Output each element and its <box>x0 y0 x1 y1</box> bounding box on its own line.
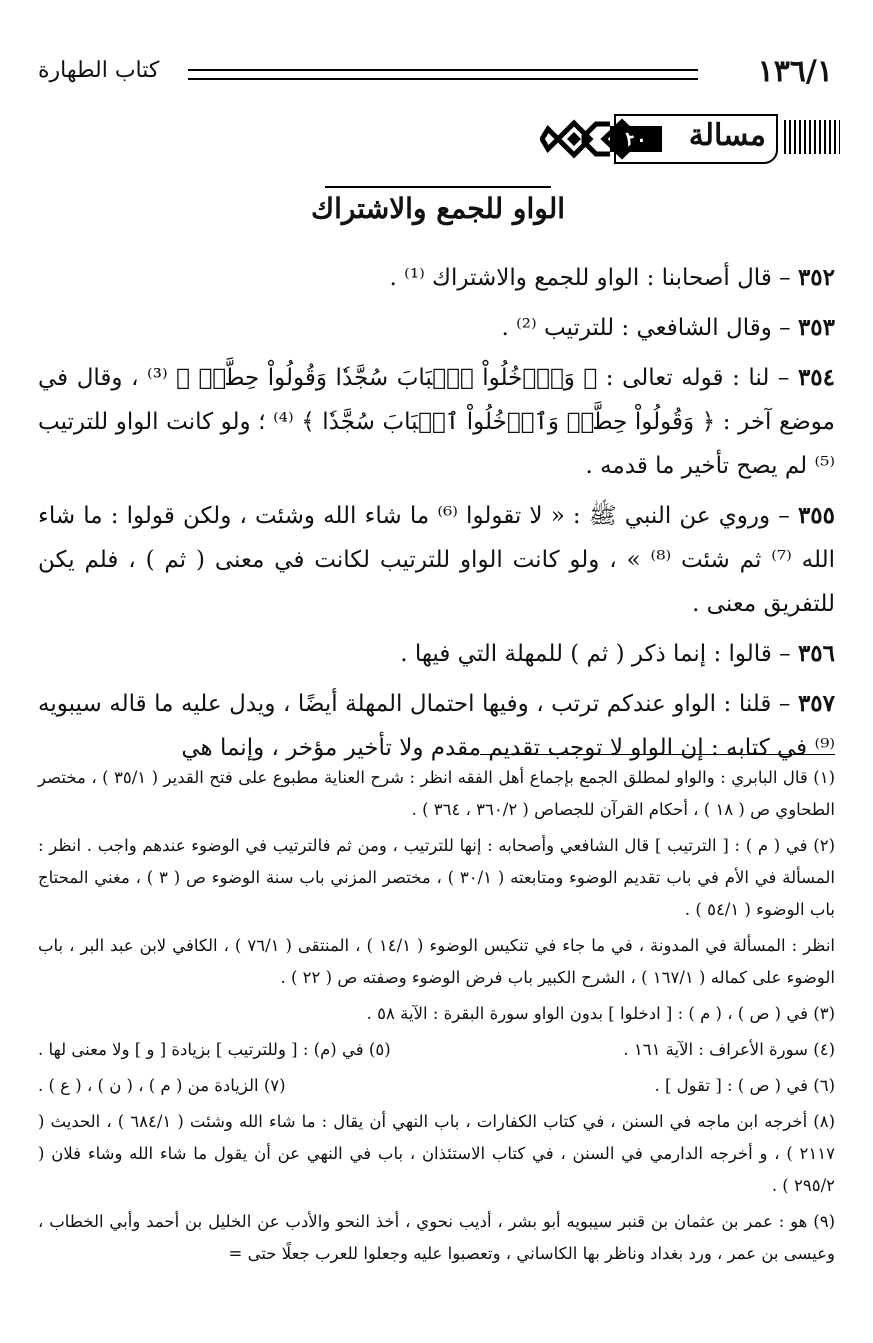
footnote-7: (٧) الزيادة من ( م ) ، ( ن ) ، ( ع ) . <box>38 1076 286 1095</box>
footnote-row-4-5 <box>38 1034 835 1066</box>
footnote-1: (١) قال البابري : والواو لمطلق الجمع بإجماع أهل الفقه انظر : شرح العناية مطبوع على فتح القدير ( ٣٥/١ ) ، مختصر الطحاوي ص ( ١٨ ) ، أحكام القرآن للجصاص ( ٣٦٠/٢ ، ٣٦٤ ) . <box>38 768 835 819</box>
masala-label: مسالة <box>688 118 766 153</box>
banner-stripes <box>784 120 840 154</box>
masala-banner <box>540 112 840 168</box>
footnote-6: (٦) في ( ص ) : [ تقول ] . <box>654 1076 835 1095</box>
section-title: الواو للجمع والاشتراك <box>310 192 566 225</box>
footnote-4: (٤) سورة الأعراف : الآية ١٦١ . <box>623 1040 835 1059</box>
main-text <box>38 256 835 776</box>
paragraph-355: ٣٥٥ – وروي عن النبي ﷺ : « لا تقولوا ⁽⁶⁾ ما شاء الله وشئت ، ولكن قولوا : ما شاء الله ⁽⁷⁾ ثم شئت ⁽⁸⁾ » ، ولو كانت الواو للترتيب لكانت في معنى ( ثم ) ، فلم يكن للتفريق معنى . <box>38 502 835 617</box>
footnote-3: (٣) في ( ص ) ، ( م ) : [ ادخلوا ] بدون الواو سورة البقرة : الآية ٥٨ . <box>366 1004 835 1023</box>
paragraph-353: ٣٥٣ – وقال الشافعي : للترتيب ⁽²⁾ . <box>501 314 835 341</box>
ornament-icon <box>540 114 640 164</box>
title-rule <box>325 186 551 188</box>
running-header <box>38 52 833 92</box>
footnote-8: (٨) أخرجه ابن ماجه في السنن ، في كتاب الكفارات ، باب النهي أن يقال : ما شاء الله وشئت ( ٦٨٤/١ ) ، الحديث ( ٢١١٧ ) ، و أخرجه الدارمي في السنن ، في كتاب الاستئذان ، باب في النهي عن أن يقول ما شاء الله وشاء فلان ( ٢٩٥/٢ ) . <box>38 1112 835 1195</box>
footnote-2-cont: انظر : المسألة في المدونة ، في ما جاء في تنكيس الوضوء ( ١٤/١ ) ، المنتقى ( ٧٦/١ ) ، الكافي لابن عبد البر ، باب الوضوء على كماله ( ١٦٧/١ ) ، الشرح الكبير باب فرض الوضوء وصفته ص ( ٢٢ ) . <box>38 936 835 987</box>
paragraph-354: ٣٥٤ – لنا : قوله تعالى : ﴿ وَٱدۡخُلُواْ ٱلۡبَابَ سُجَّدٗا وَقُولُواْ حِطَّةٞ ﴾ ⁽³⁾ ، وقال في موضع آخر : ﴿ وَقُولُواْ حِطَّةٞ وَٱدۡخُلُواْ ٱلۡبَابَ سُجَّدٗا ﴾ ⁽⁴⁾ ؛ ولو كانت الواو للترتيب ⁽⁵⁾ لم يصح تأخير ما قدمه . <box>38 364 835 479</box>
book-title: كتاب الطهارة <box>38 58 160 83</box>
paragraph-352: ٣٥٢ – قال أصحابنا : الواو للجمع والاشتراك ⁽¹⁾ . <box>389 264 835 291</box>
paragraph-357: ٣٥٧ – قلنا : الواو عندكم ترتب ، وفيها احتمال المهلة أيضًا ، ويدل عليه ما قاله سيبويه ⁽⁹⁾ في كتابه : إن الواو لا توجب تقديم مقدم ولا تأخير مؤخر ، وإنما هي <box>38 690 835 761</box>
footnote-separator <box>480 754 835 755</box>
paragraph-356: ٣٥٦ – قالوا : إنما ذكر ( ثم ) للمهلة التي فيها . <box>400 640 835 667</box>
header-double-rule <box>188 69 698 80</box>
masala-number: ٢٠ <box>610 126 662 152</box>
footnotes <box>38 762 835 1274</box>
footnote-row-6-7 <box>38 1070 835 1102</box>
footnote-9: (٩) هو : عمر بن عثمان بن قنبر سيبويه أبو بشر ، أديب نحوي ، أخذ النحو والأدب عن الخليل بن أحمد وأبي الخطاب ، وعيسى بن عمر ، ورد بغداد وناظر بها الكاساني ، وتعصبوا عليه وجعلوا للعرب جعلًا حتى = <box>38 1212 835 1263</box>
footnote-5: (٥) في (م) : [ وللترتيب ] بزيادة [ و ] ولا معنى لها . <box>38 1040 391 1059</box>
footnote-2: (٢) في ( م ) : [ الترتيب ] قال الشافعي وأصحابه : إنها للترتيب ، ومن ثم فالترتيب في الوضوء عندهم واجب . انظر : المسألة في الأم في باب تقديم الوضوء ومتابعته ( ٣٠/١ ) ، مختصر المزني باب سنة الوضوء ص ( ٣ ) ، مغني المحتاج باب الوضوء ( ٥٤/١ ) . <box>38 836 836 919</box>
page-number: ١٣٦/١ <box>757 54 833 89</box>
